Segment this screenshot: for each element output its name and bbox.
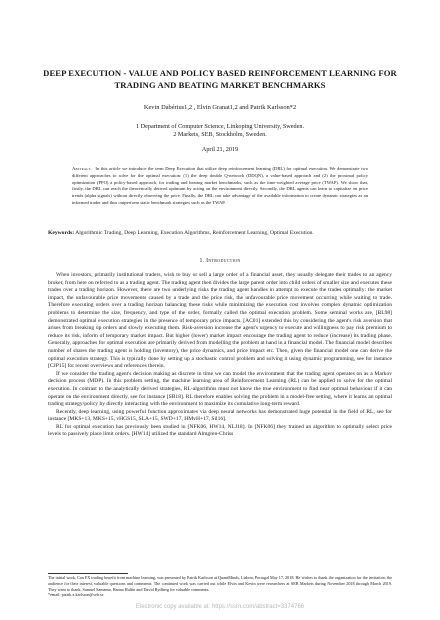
author-list: Kevin Dabérius1,2 , Elvin Granat1,2 and Patrik Karlsson*2 bbox=[143, 104, 297, 111]
footnote-email: *email: patrik.x.karlsson@seb.se bbox=[48, 592, 104, 598]
affiliation-2: 2 Markets, SEB, Stockholm, Sweden. bbox=[173, 131, 267, 139]
body-paragraph: If we consider the trading agent's decision making as discrete in time we can model the environment that the trading agent operates on as a Markov decision process (MDP). In this problem setting, the machine learning area of Reinforcement Learning (RL) can be applied to solve for the optimal execution. In contrast to the analytically derived strategies, RL-algorithms must not know the true environment to find near optimal behaviour if it can operate on the environment directly, see for instance [SB18]. RL therefore enables solving the problem in a model-free setting, where it learns an optimal trading strategy/policy by directly interacting with the environment to maximize its cumulative long-term reward. bbox=[48, 370, 392, 408]
ssrn-footer: Electronic copy available at: https://ssrn.com/abstract=3374766 bbox=[135, 604, 305, 610]
section-heading-introduction: 1. Introduction bbox=[199, 258, 241, 264]
introduction-body bbox=[48, 272, 392, 439]
body-paragraph: RL for optimal execution has previously been studied in [NFK06, HW14, NLJ18]. In [NFK06] they trained an algorithm to optimally select price levels to passively place limit orders. [HW14] utilized the standard Almgren-Chriss bbox=[48, 423, 392, 438]
footnotes bbox=[48, 575, 392, 598]
affiliations bbox=[40, 123, 400, 140]
paper-title: DEEP EXECUTION - VALUE AND POLICY BASED REINFORCEMENT LEARNING FOR TRADING AND BEATING MARKET BENCHMARKS bbox=[43, 68, 397, 90]
abstract-label: Abstract. bbox=[72, 166, 92, 171]
footnote-acknowledgement: The initial work, Can FX trading benefit from machine learning, was presented by Patrik Karlsson at QuantMinds, Lisbon, Portugal May 17, 2018. He wishes to thank the organization for the invitation, the audience for their interest, valuable questions and comments. The continued work was carried out while Elvin and Kevin were researchers at SEB Markets during November 2018 through March 2019. They want to thank, Samuel Samama, Hanna Hultin and David Rydberg for valuable comments. bbox=[48, 575, 392, 592]
paper-date: April 21, 2019 bbox=[201, 146, 239, 153]
footnote-divider bbox=[48, 573, 128, 574]
affiliation-1: 1 Department of Computer Science, Linkoping University, Sweden. bbox=[136, 123, 304, 130]
keywords-text: Algorithmic Trading, Deep Learning, Execution Algorithms, Reinforcement Learning, Optimal Execution. bbox=[75, 230, 314, 236]
abstract-text: In this article we introduce the term Deep Execution that utilize deep reinforcement learning (DRL) for optimal execution. We demonstrate two different approaches to solve for the optimal execution: (1) the deep double Q-network (DDQN), a value-based approach and (2) the proximal policy optimization (PPO) a policy-based approach, for trading and beating market benchmarks, such as the time-weighted average price (TWAP). We show that, firstly, the DRL can reach the theoretically derived optimum by acting on the environment directly. Secondly, the DRL agents can learn to capitalize on price trends (alpha signals) without directly observing the price. Finally, the DRL can take advantage of the available information to create dynamic strategies as an informed trader and thus outperform static benchmark strategies such as the TWAP. bbox=[72, 166, 368, 205]
body-paragraph: When investors, primarily institutional traders, wish to buy or sell a large order of a financial asset, they usually delegate their trades to an agency broker, from here on referred to as a trading agent. The trading agent then divides the large parent order into child orders of smaller size and executes these trades over a trading horizon. However, there are two underlying risks the trading agent handles in attempt to execute the trades optimally: the market impact, the unfavourable price movements caused by a trade and the price risk, the unfavourable price movement occurring while waiting to trade. Therefore executing orders over a trading horizon balancing these risks while minimizing the execution cost involves complex dynamic optimization problems to determine the size, frequency, and type of the order, formally called the optimal execution problem. Some seminal works are, [BL98] demonstrated optimal execution strategies in the presence of temporary price impacts. [AC01] extended this by considering the agent's risk aversion that arises from breaking up orders and slowly executing them. Risk-aversion increase the agent's urgency to execute and willingness to pay risk premium to reduce its risk, inform of temporary market impact. But higher (lower) market impact encourage the trading agent to reduce (increase) its trading phase. Generally, approaches for optimal execution are primarily derived from modelling the problem at hand in a financial model. The financial model describes number of shares the trading agent is holding (inventory), the price dynamics, and price impact etc. Then, given the financial model one can derive the optimal execution strategy. This is typically done by setting up a stochastic control problem and solving it using dynamic programming, see for instance [CJP15] for recent overviews and references therein. bbox=[48, 272, 392, 370]
abstract bbox=[72, 166, 368, 207]
keywords-label: Keywords: bbox=[48, 230, 75, 236]
body-paragraph: Recently, deep learning, using powerful function approximates via deep neural networks has demonstrated huge potential in the field of RL, see for instance [MKS+13, MKS+15, vHGS15, SLA+15, SWD+17, HMvH+17, Sil16]. bbox=[48, 408, 392, 423]
keywords bbox=[48, 230, 392, 237]
